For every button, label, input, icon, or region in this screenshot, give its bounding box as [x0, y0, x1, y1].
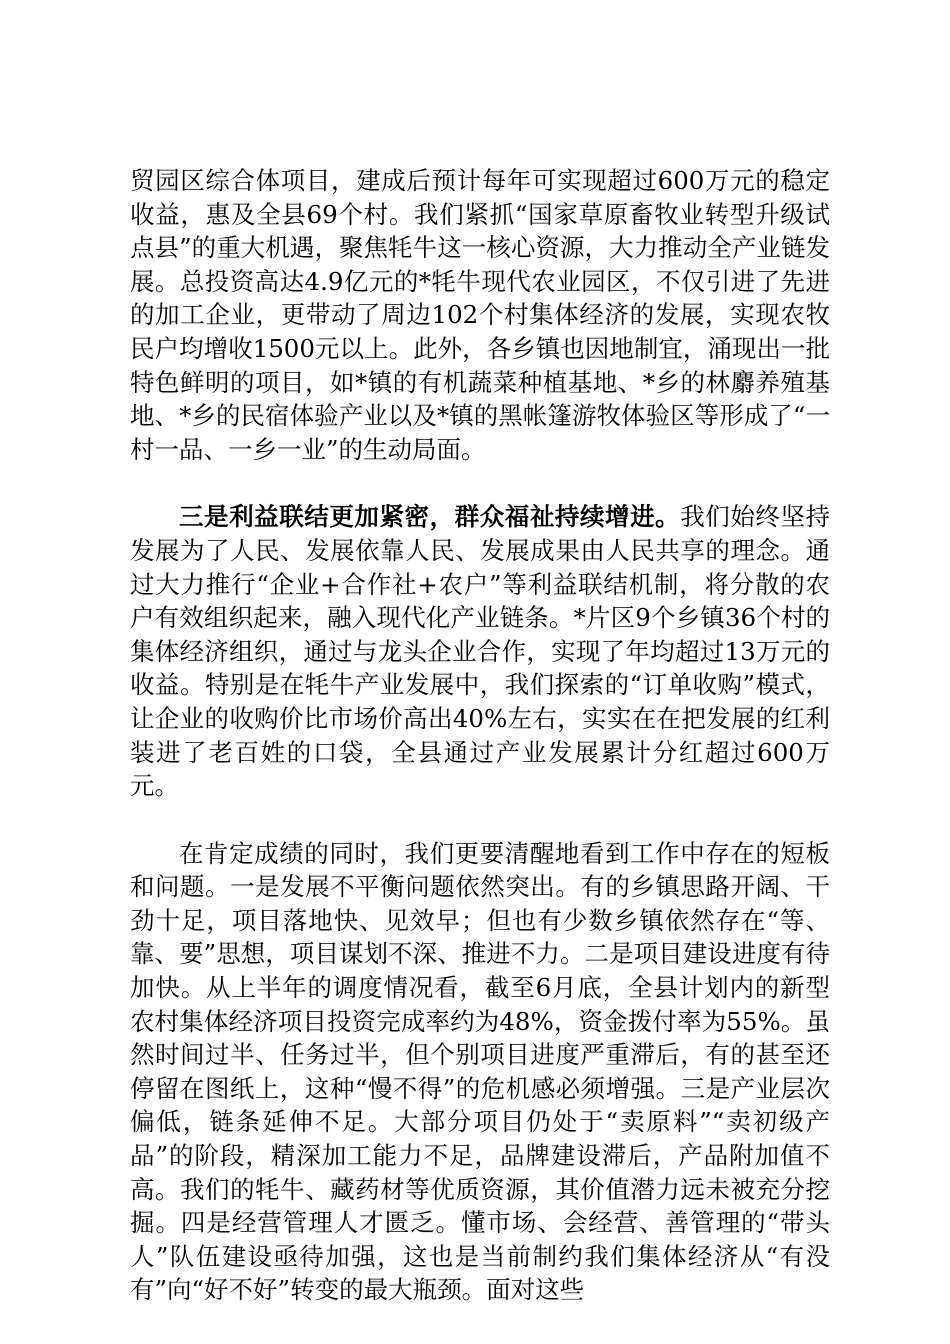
paragraph-3 — [130, 837, 830, 1307]
paragraph-1-text: 贸园区综合体项目，建成后预计每年可实现超过600万元的稳定收益，惠及全县69个村。我们紧抓“国家草原畜牧业转型升级试点县”的重大机遇，聚焦牦牛这一核心资源，大力推动全产业链发展。总投资高达4.9亿元的*牦牛现代农业园区，不仅引进了先进的加工企业，更带动了周边102个村集体经济的发展，实现农牧民户均增收1500元以上。此外，各乡镇也因地制宜，涌现出一批特色鲜明的项目，如*镇的有机蔬菜种植基地、*乡的林麝养殖基地、*乡的民宿体验产业以及*镇的黑帐篷游牧体验区等形成了“一村一品、一乡一业”的生动局面。 — [130, 166, 830, 464]
document-page — [130, 164, 830, 1307]
paragraph-2-heading: 三是利益联结更加紧密，群众福祉持续增进。 — [179, 502, 681, 532]
paragraph-2-text: 我们始终坚持发展为了人民、发展依靠人民、发展成果由人民共享的理念。通过大力推行“企业+合作社+农户”等利益联结机制，将分散的农户有效组织起来，融入现代化产业链条。*片区9个乡镇36个村的集体经济组织，通过与龙头企业合作，实现了年均超过13万元的收益。特别是在牦牛产业发展中，我们探索的“订单收购”模式，让企业的收购价比市场价高出40%左右，实实在在把发展的红利装进了老百姓的口袋，全县通过产业发展累计分红超过600万元。 — [130, 502, 831, 801]
paragraph-2 — [130, 500, 830, 802]
paragraph-1 — [130, 164, 830, 466]
paragraph-3-text: 在肯定成绩的同时，我们更要清醒地看到工作中存在的短板和问题。一是发展不平衡问题依然突出。有的乡镇思路开阔、干劲十足，项目落地快、见效早；但也有少数乡镇依然存在“等、靠、要”思想，项目谋划不深、推进不力。二是项目建设进度有待加快。从上半年的调度情况看，截至6月底，全县计划内的新型农村集体经济项目投资完成率约为48%，资金拨付率为55%。虽然时间过半、任务过半，但个别项目进度严重滞后，有的甚至还停留在图纸上，这种“慢不得”的危机感必须增强。三是产业层次偏低，链条延伸不足。大部分项目仍处于“卖原料”“卖初级产品”的阶段，精深加工能力不足，品牌建设滞后，产品附加值不高。我们的牦牛、藏药材等优质资源，其价值潜力远未被充分挖掘。四是经营管理人才匮乏。懂市场、会经营、善管理的“带头人”队伍建设亟待加强，这也是当前制约我们集体经济从“有没有”向“好不好”转变的最大瓶颈。面对这些 — [130, 838, 830, 1305]
